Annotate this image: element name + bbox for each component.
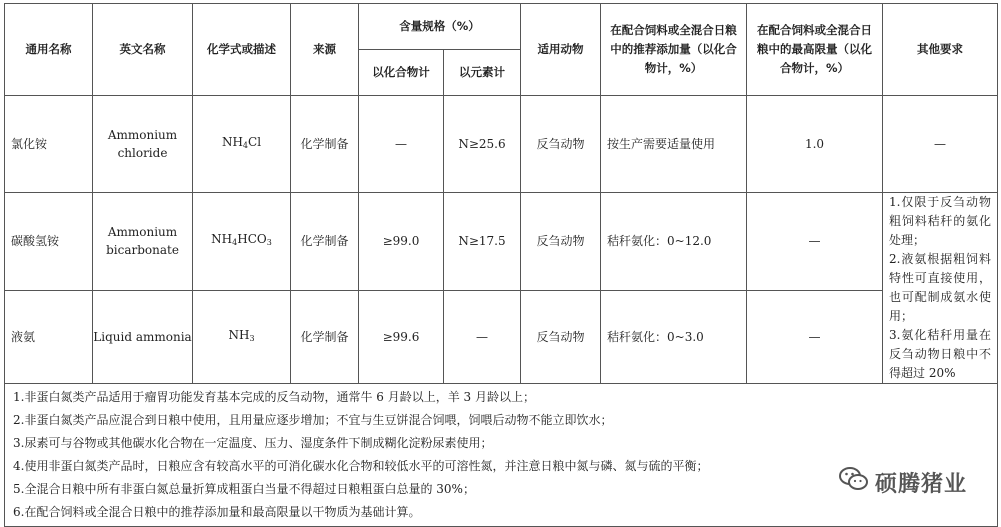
header-maximum: 在配合饲料或全混合日粮中的最高限量（以化合物计，%） [747, 4, 883, 96]
cell-as-compound: ≥99.6 [359, 290, 444, 383]
watermark-text: 硕腾猪业 [874, 471, 967, 497]
header-name: 通用名称 [5, 4, 93, 96]
cell-formula: $NH_3$ [193, 290, 291, 383]
notes-row [5, 384, 998, 527]
feed-additive-table-container [4, 3, 997, 527]
header-as-compound: 以化合物计 [359, 50, 444, 96]
cell-as-element: N≥17.5 [444, 193, 521, 291]
note-6: 6.在配合饲料或全混合日粮中的推荐添加量和最高限量以干物质为基础计算。 [13, 505, 421, 519]
header-other: 其他要求 [883, 4, 998, 96]
header-row-1 [5, 4, 998, 50]
watermark [839, 466, 967, 498]
note-2: 2.非蛋白氮类产品应混合到日粮中使用，且用量应逐步增加；不宜与生豆饼混合饲喂，饲喂后动物不能立即饮水； [13, 413, 613, 427]
header-content-spec: 含量规格（%） [359, 4, 521, 50]
cell-as-element: — [444, 290, 521, 383]
cell-other-shared [883, 193, 998, 384]
wechat-icon [839, 466, 875, 498]
cell-formula: $NH_4HCO_3$ [193, 193, 291, 291]
cell-maximum: — [747, 290, 883, 383]
cell-recommended: 秸秆氨化：0~3.0 [601, 290, 747, 383]
cell-recommended: 按生产需要适量使用 [601, 96, 747, 193]
cell-as-element: N≥25.6 [444, 96, 521, 193]
note-5: 5.全混合日粮中所有非蛋白氮总量折算成粗蛋白当量不得超过日粮粗蛋白总量的 30%； [13, 482, 475, 496]
notes-cell [5, 384, 998, 527]
cell-source: 化学制备 [291, 290, 359, 383]
cell-other: — [883, 96, 998, 193]
header-english: 英文名称 [93, 4, 193, 96]
cell-english: Liquid ammonia [93, 290, 193, 383]
cell-as-compound: — [359, 96, 444, 193]
cell-english: Ammonium chloride [93, 96, 193, 193]
header-as-element: 以元素计 [444, 50, 521, 96]
header-source: 来源 [291, 4, 359, 96]
note-4: 4.使用非蛋白氮类产品时，日粮应含有较高水平的可消化碳水化合物和较低水平的可溶性氮，并注意日粮中氮与磷、氮与硫的平衡； [13, 459, 709, 473]
table-row [5, 193, 998, 291]
cell-formula: $NH_4Cl$ [193, 96, 291, 193]
cell-animal: 反刍动物 [521, 193, 601, 291]
npn-feed-additive-table [4, 3, 998, 527]
cell-source: 化学制备 [291, 96, 359, 193]
cell-name: 液氨 [5, 290, 93, 383]
cell-source: 化学制备 [291, 193, 359, 291]
other-requirement-2: 2.液氨根据粗饲料特性可直接使用，也可配制成氨水使用； [889, 252, 991, 323]
cell-animal: 反刍动物 [521, 290, 601, 383]
cell-maximum: 1.0 [747, 96, 883, 193]
note-3: 3.尿素可与谷物或其他碳水化合物在一定温度、压力、湿度条件下制成糊化淀粉尿素使用； [13, 436, 493, 450]
cell-maximum: — [747, 193, 883, 291]
table-row [5, 290, 998, 383]
header-formula: 化学式或描述 [193, 4, 291, 96]
table-row [5, 96, 998, 193]
cell-english: Ammonium bicarbonate [93, 193, 193, 291]
cell-as-compound: ≥99.0 [359, 193, 444, 291]
header-recommended: 在配合饲料或全混合日粮中的推荐添加量（以化合物计，%） [601, 4, 747, 96]
cell-name: 碳酸氢铵 [5, 193, 93, 291]
other-requirement-1: 1.仅限于反刍动物粗饲料秸秆的氨化处理； [889, 195, 991, 247]
other-requirement-3: 3.氨化秸秆用量在反刍动物日粮中不得超过 20% [889, 328, 991, 380]
cell-animal: 反刍动物 [521, 96, 601, 193]
header-animal: 适用动物 [521, 4, 601, 96]
note-1: 1.非蛋白氮类产品适用于瘤胃功能发育基本完成的反刍动物，通常牛 6 月龄以上，羊 3 月龄以上； [13, 390, 535, 404]
cell-name: 氯化铵 [5, 96, 93, 193]
cell-recommended: 秸秆氨化：0~12.0 [601, 193, 747, 291]
